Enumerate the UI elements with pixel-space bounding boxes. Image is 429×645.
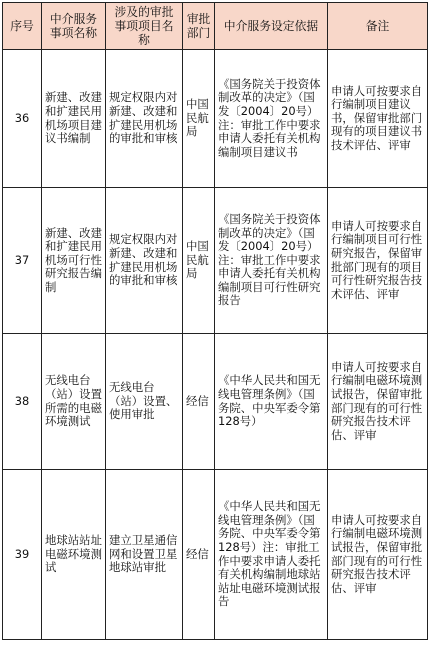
row-seq: 36 bbox=[3, 50, 42, 188]
row-basis: 《国务院关于投资体制改革的决定》（国发〔2004〕20号）注：审批工作中要求申请人委托有关机构编制项目可行性研究报告 bbox=[215, 188, 328, 334]
row-seq: 39 bbox=[3, 470, 42, 640]
row-basis: 《中华人民共和国无线电管理条例》（国务院、中央军委令第128号）注：审批工作中要求申请人委托有关机构编制地球站站址电磁环境测试报告 bbox=[215, 470, 328, 640]
row-dept: 经信 bbox=[183, 334, 215, 470]
row-basis: 《国务院关于投资体制改革的决定》（国发〔2004〕20号）注：审批工作中要求申请人委托有关机构编制项目建议书 bbox=[215, 50, 328, 188]
row-approval-item: 规定权限内对新建、改建和扩建民用机场的审批和审核 bbox=[106, 188, 183, 334]
table-header-row bbox=[3, 3, 428, 50]
header-remarks: 备注 bbox=[328, 3, 428, 50]
table-row bbox=[3, 470, 428, 640]
row-approval-item: 建立卫星通信网和设置卫星地球站审批 bbox=[106, 470, 183, 640]
row-service-name: 地球站站址电磁环境测试 bbox=[42, 470, 106, 640]
header-basis: 中介服务设定依据 bbox=[215, 3, 328, 50]
row-seq: 37 bbox=[3, 188, 42, 334]
table-row bbox=[3, 188, 428, 334]
row-service-name: 无线电台（站）设置所需的电磁环境测试 bbox=[42, 334, 106, 470]
row-remarks: 申请人可按要求自行编制项目可行性研究报告，保留审批部门现有的项目可行性研究报告技术评估、评审 bbox=[328, 188, 428, 334]
row-remarks: 申请人可按要求自行编制电磁环境测试报告，保留审批部门现有的可行性研究报告技术评估、评审 bbox=[328, 470, 428, 640]
row-seq: 38 bbox=[3, 334, 42, 470]
header-approval-dept: 审批部门 bbox=[183, 3, 215, 50]
row-approval-item: 无线电台（站）设置、使用审批 bbox=[106, 334, 183, 470]
header-approval-item: 涉及的审批事项项目名称 bbox=[106, 3, 183, 50]
table-row bbox=[3, 50, 428, 188]
row-approval-item: 规定权限内对新建、改建和扩建民用机场的审批和审核 bbox=[106, 50, 183, 188]
row-remarks: 申请人可按要求自行编制电磁环境测试报告，保留审批部门现有的可行性研究报告技术评估、评审 bbox=[328, 334, 428, 470]
header-service-item: 中介服务事项名称 bbox=[42, 3, 106, 50]
row-remarks: 申请人可按要求自行编制项目建议书，保留审批部门现有的项目建议书技术评估、评审 bbox=[328, 50, 428, 188]
row-basis: 《中华人民共和国无线电管理条例》（国务院、中央军委令第128号） bbox=[215, 334, 328, 470]
row-dept: 中国民航局 bbox=[183, 188, 215, 334]
row-service-name: 新建、改建和扩建民用机场项目建议书编制 bbox=[42, 50, 106, 188]
row-dept: 经信 bbox=[183, 470, 215, 640]
row-service-name: 新建、改建和扩建民用机场可行性研究报告编制 bbox=[42, 188, 106, 334]
table-row bbox=[3, 334, 428, 470]
service-items-table bbox=[2, 2, 428, 640]
row-dept: 中国民航局 bbox=[183, 50, 215, 188]
header-seq: 序号 bbox=[3, 3, 42, 50]
